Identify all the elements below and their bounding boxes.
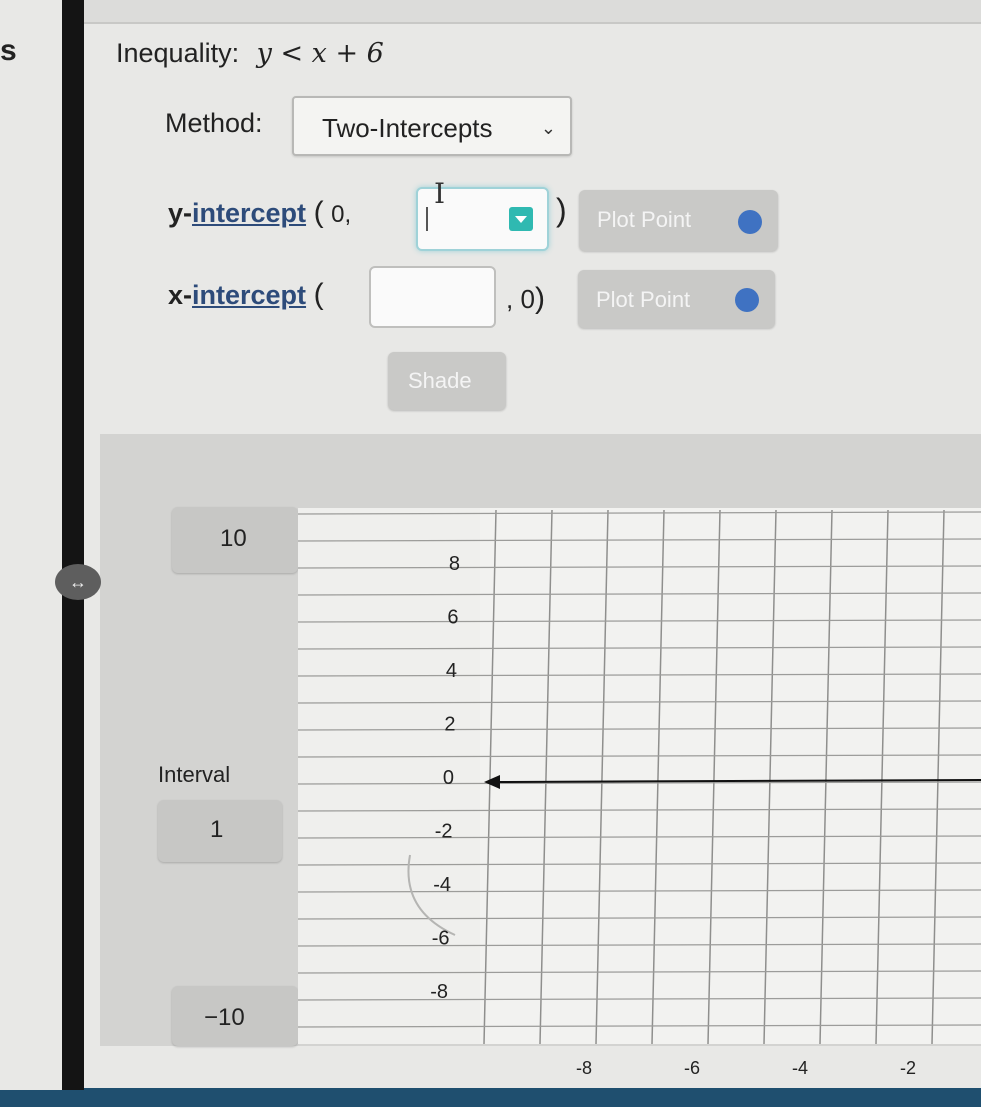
- y-tick-label: -6: [431, 927, 450, 950]
- plot-y-intercept-label: Plot Point: [597, 207, 692, 232]
- y-max-value: 10: [220, 525, 247, 552]
- y-tick-label: -2: [434, 820, 453, 843]
- shade-button-label: Shade: [408, 368, 472, 393]
- x-tick-label: -6: [683, 1058, 701, 1078]
- y-tick-label: 0: [442, 767, 454, 789]
- left-edge-text: s: [0, 34, 17, 67]
- y-intercept-prefix: y-: [168, 198, 193, 228]
- i-beam-cursor-icon: I: [434, 177, 446, 210]
- x-intercept-y-value: 0: [520, 284, 535, 314]
- y-intercept-comma: ,: [344, 201, 352, 228]
- chevron-down-icon: ⌄: [540, 118, 556, 138]
- y-tick-label: 2: [444, 713, 456, 736]
- inequality-expression: y < x + 6: [256, 38, 384, 69]
- y-tick-label: 4: [445, 660, 457, 682]
- y-tick-label: -4: [433, 874, 451, 896]
- bottom-bar: [84, 1088, 981, 1107]
- interval-label: Interval: [158, 762, 231, 787]
- method-selected-value: Two-Intercepts: [322, 113, 493, 143]
- resize-handle-icon[interactable]: ↔: [55, 564, 101, 600]
- x-intercept-open-paren: (: [313, 278, 324, 311]
- x-tick-label: -2: [899, 1058, 917, 1078]
- grid-plot-area: [480, 508, 981, 1044]
- bottom-bar-left: [0, 1090, 84, 1107]
- y-tick-label: 6: [447, 606, 459, 629]
- y-tick-label: 8: [448, 553, 460, 575]
- interval-value: 1: [210, 816, 224, 843]
- x-intercept-close-paren: ): [534, 282, 545, 315]
- x-intercept-prefix: x-: [168, 280, 193, 310]
- x-intercept-comma: ,: [506, 284, 514, 314]
- plot-x-intercept-label: Plot Point: [596, 287, 691, 312]
- method-label: Method:: [165, 108, 263, 138]
- x-tick-labels: [576, 1058, 916, 1078]
- x-intercept-link[interactable]: intercept: [192, 280, 307, 310]
- x-tick-label: -4: [791, 1058, 809, 1078]
- y-intercept-close-paren: ): [556, 192, 567, 228]
- y-intercept-x-value: 0: [331, 201, 345, 228]
- x-tick-label: -8: [575, 1058, 593, 1078]
- y-intercept-link[interactable]: intercept: [192, 198, 307, 228]
- inequality-label: Inequality:: [116, 38, 240, 68]
- y-min-value: −10: [204, 1004, 245, 1031]
- y-intercept-open-paren: (: [313, 196, 324, 229]
- y-tick-label: -8: [430, 981, 448, 1003]
